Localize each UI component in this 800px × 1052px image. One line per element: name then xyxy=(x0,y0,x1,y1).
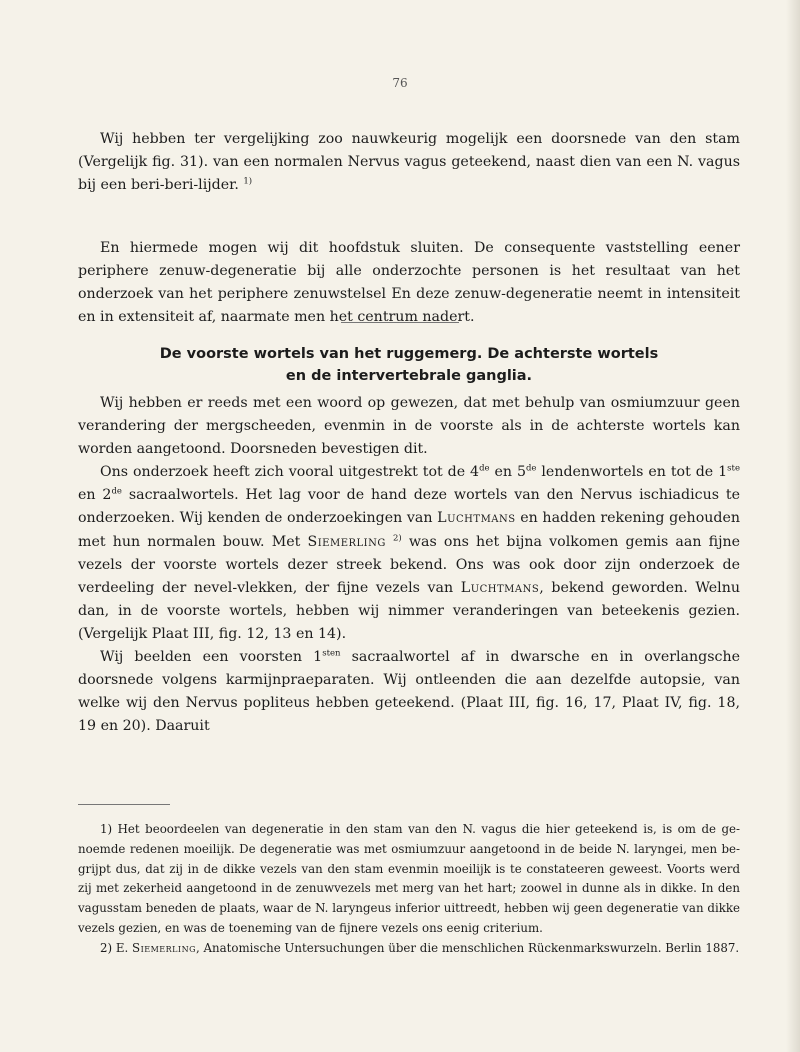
section-divider xyxy=(341,322,459,323)
section-heading-line: De voorste wortels van het ruggemerg. De achterste wortels xyxy=(159,346,659,362)
paragraph-vagus-comparison xyxy=(78,128,740,197)
footnote-marker: 2) xyxy=(100,940,113,955)
footnote-ref: 2) xyxy=(393,532,402,543)
footnote-2: 2) E. Siemerling, Anatomische Untersuchungen über die menschlichen Rückenmarkswurzeln. Berlin 1887. xyxy=(100,940,740,955)
footnote-1 xyxy=(78,820,740,939)
paragraph-text: Wij hebben ter vergelijking zoo nauwkeurig mogelijk een doorsnede van den stam (Vergelijk fig. 31). van een normalen Nervus vagus geteekend, naast dien van een N. vagus bij een beri-beri-lijder. xyxy=(78,131,740,194)
footnote-text: , Anatomische Untersuchungen über die menschlichen Rückenmarkswurzeln. Berlin 1887. xyxy=(195,940,740,955)
paragraph-osmium: Wij hebben er reeds met een woord op gewezen, dat met behulp van osmiumzuur geen verandering der mergscheeden, evenmin in de voorste als in de achterste wortels kan worden aangetoond. Doorsneden bevestigen dit. xyxy=(78,395,740,458)
footnotes xyxy=(78,820,740,959)
paragraph-sacral-root: Wij beelden een voorsten $1^{sten}$ sacraalwortel af in dwarsche en in overlangsche doorsnede volgens karmijnpraeparaten. Wij ontleenden die aan dezelfde autopsie, van welke wij den Nervus popliteus hebben geteekend. (Plaat III, fig. 16, 17, Plaat IV, fig. 18, 19 en 20). Daaruit xyxy=(78,648,740,735)
author-name: Siemerling xyxy=(307,533,386,550)
footnote-text: Het beoordeelen van degeneratie in den stam van den N. vagus die hier geteekend is, is om de ge-noemde redenen moeilijk. De degeneratie was met osmiumzuur aangetoond in de beide N. laryngei, men be-grijpt dus, dat zij in de dikke vezels van den stam evenmin moeilijk is te constateeren geweest. Voorts werd zij met zekerheid aangetoond in de zenuwvezels met merg van het hart; zoowel in dunne als in dikke. In den vagusstam beneden de plaats, waar de N. laryngeus inferior uittreedt, hebben wij geen degeneratie van dikke vezels gezien, en was de toeneming van de fijnere vezels ons eenig criterium. xyxy=(78,822,741,935)
section-body xyxy=(78,392,740,738)
footnote-ref: 1) xyxy=(243,176,253,187)
page-edge-shadow xyxy=(786,0,800,1052)
author-name: Siemerling xyxy=(131,940,196,955)
paragraph-text: En hiermede mogen wij dit hoofdstuk sluiten. De consequente vaststelling eener periphere zenuw-degeneratie bij alle onderzochte personen is het resultaat van het onderzoek van het periphere zenuwstelsel En deze zenuw-degeneratie neemt in intensiteit en in extensiteit af, naarmate men het centrum nadert. xyxy=(78,240,740,326)
footnote-divider xyxy=(78,804,170,805)
section-heading xyxy=(78,343,740,387)
paragraph-chapter-conclusion xyxy=(78,237,740,329)
page-number: 76 xyxy=(392,76,408,90)
author-name: Luchtmans xyxy=(437,510,516,527)
author-name: Luchtmans xyxy=(460,579,540,596)
paragraph-roots-investigation: Ons onderzoek heeft zich vooral uitgestrekt tot de 4de en 5de lendenwortels en tot de 1ste en 2de sacraalwortels. Het lag voor de hand deze wortels van den Nervus ischiadicus te onderzoeken. Wij kenden de onderzoekingen van Luchtmans en hadden rekening gehouden met hun normalen bouw. Met Siemerling $^{2)}$ was ons het bijna volkomen gemis aan fijne vezels der voorste wortels dezer streek bekend. Ons was ook door zijn onderzoek de verdeeling der nevel-vlekken, der fijne vezels van Luchtmans, bekend geworden. Welnu dan, in de voorste wortels, hebben wij nimmer veranderingen van beteekenis gezien. (Vergelijk Plaat III, fig. 12, 13 en 14). xyxy=(78,463,741,642)
section-heading-line: en de intervertebrale ganglia. xyxy=(285,368,533,384)
footnote-marker: 1) xyxy=(100,822,113,836)
